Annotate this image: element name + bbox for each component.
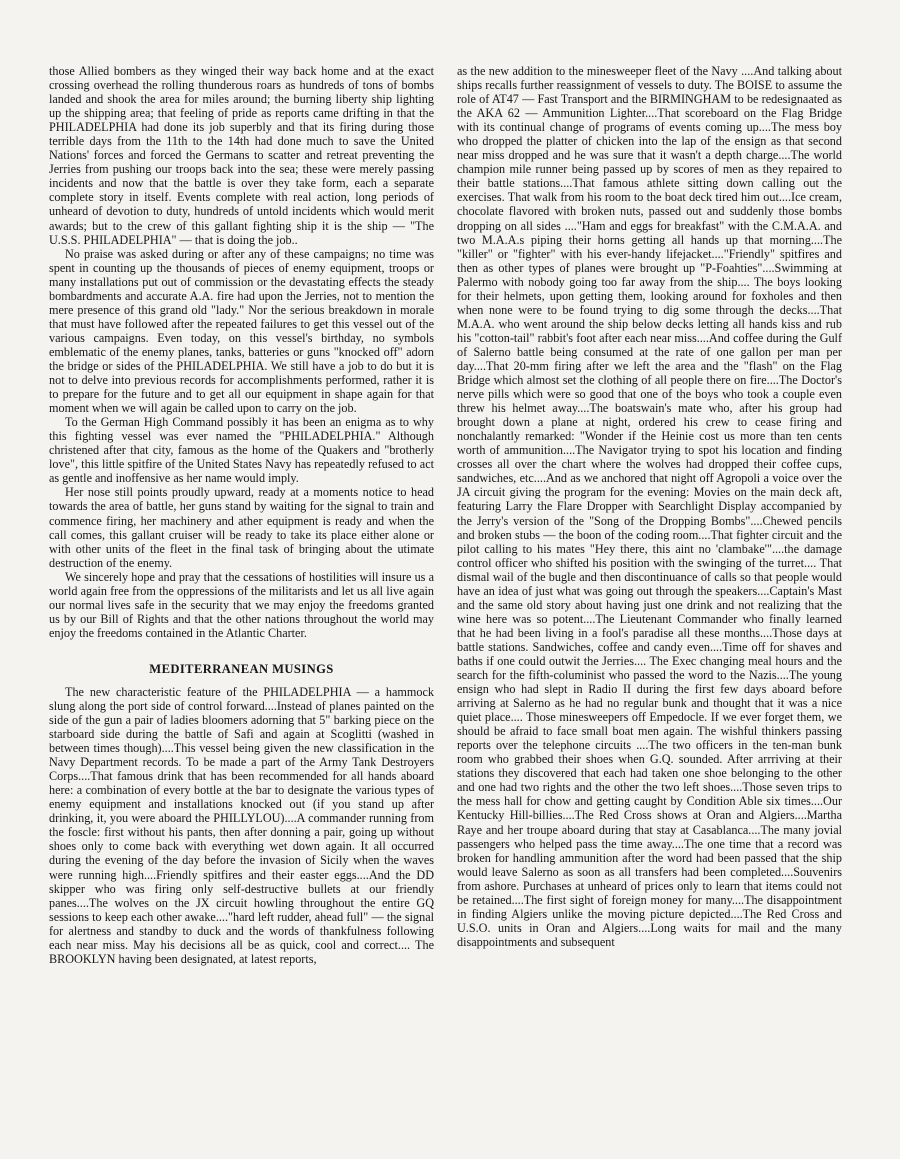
paragraph: We sincerely hope and pray that the cessations of hostilities will insure us a world again free from the oppressions of the militarists and let us all live again our normal lives safe in the security that we may enjoy the freedoms granted us by our Bill of Rights and that the other nations throughout the world may enjoy the freedoms contained in the Atlantic Charter. [49, 569, 434, 640]
paragraph: Her nose still points proudly upward, ready at a moments notice to head towards the area of battle, her guns stand by waiting for the signal to train and commence firing, her machinery and ather equipment is ready and when the call comes, this gallant cruiser will be ready to take its place either alone or with other units of the fleet in the final task of bringing about the utimate destruction of the enemy. [49, 485, 434, 570]
right-column [457, 64, 842, 1144]
paragraph: those Allied bombers as they winged their way back home and at the exact crossing overhead the rolling thunderous roars as hundreds of tons of bombs landed and shook the area for miles around; the burning liberty ship lighting up the shipping area; that feeling of pride as reports came drifting in that the PHILADELPHIA had done its job superbly and that its firing during those terrible days from the 11th to the 14th had done much to save the United Nations' forces and forced the Germans to scatter and retreat preventing the Jerries from pushing our troops back into the sea; these were merely passing incidents and now that the battle is over they take form, each a separate complete story in itself. Events complete with real action, long periods of unheard of devotion to duty, hundreds of untold incidents which would merit awards; but to the crew of this gallant fighting ship it is the ship — "The U.S.S. PHILADELPHIA" — that is doing the job.. [49, 64, 434, 247]
paragraph: The new characteristic feature of the PHILADELPHIA — a hammock slung along the port side of control forward....Instead of planes painted on the side of the gun a pair of ladies bloomers adorning that 5" barking piece on the starboard side during the battle of Safi and again at Scoglitti (washed in between times though)....This vessel being given the new classification in the Navy Department records. To be made a part of the Army Tank Destroyers Corps....That famous drink that has been recommended for all hands aboard here: a combination of every bottle at the bar to designate the various types of enemy equipment and installations knocked out (if you stand up after drinking, it, you were aboard the PHILLYLOU)....A commander running from the foscle: first without his pants, then after donning a pair, going up without shoes only to come back with everything wet down again. It all occurred during the evening of the day before the invasion of Sicily when the waves were running high....Friendly spitfires and their easter eggs....And the DD skipper who was firing only self-destructive bullets at our friendly panes....The wolves on the JX circuit howling throughout the entire GQ sessions to keep each other awake...."hard left rudder, ahead full" — the signal for alertness and standby to duck and the words of thankfulness following each near miss. May his decisions all be as quick, cool and correct.... The BROOKLYN having been designated, at latest reports, [49, 684, 434, 966]
paragraph: To the German High Command possibly it has been an enigma as to why this fighting vessel was ever named the "PHILADELPHIA." Although christened after that city, famous as the home of the Quakers and "brotherly love", this little spitfire of the United States Navy has repeatedly refused to act as gentle and inoffensive as her name would imply. [49, 415, 434, 486]
paragraph: as the new addition to the minesweeper fleet of the Navy ....And talking about ships recalls further reassignment of vessels to duty. The BOISE to assume the role of AT47 — Fast Transport and the BIRMINGHAM to be redesignaated as the AKA 62 — Ammunition Lighter....That scoreboard on the Flag Bridge with its continual change of programs of events coming up....The mess boy who dropped the platter of chicken into the lap of the ensign as that second near miss dropped and he was sure that it wasn't a depth charge....The world champion mile runner being passed up by scores of men as they repaired to their battle stations....That famous athlete sitting down calling out the exercises. That walk from his room to the boat deck tired him out....Ice cream, chocolate flavored with broken nuts, passed out and suddenly those bombs dropping on all sides ...."Ham and eggs for breakfast" with the C.M.A.A. and two M.A.A.s piping their horns getting all hands up that morning....The "killer" or "fighter" with his ever-handy lifejacket...."Friendly" spitfires and then as other types of planes were brought up "P-Foahties"....Swimming at Palermo with nobody going too far away from the ship.... The boys looking for their helmets, upon getting them, looking around for foxholes and then when none were to be found trying to dig some through the decks....That M.A.A. who went around the ship below decks letting all hands kiss and rub his "cotton-tail" rabbit's foot after each near miss....And coffee during the Gulf of Salerno battle being consumed at the rate of one gallon per man per day....That 20-mm firing after we left the area and the "flash" on the Flag Bridge which almost set the clothing of all people there on fire....The Doctor's nerve pills which were so good that one of the boys who took a couple even threw his helmet away....The boatswain's mate who, after his group had brought down a plane at night, ordered his crew to cease firing and nonchalantly remarked: "Wonder if the Heinie cost us more than ten cents worth of ammunition....The Navigator trying to spot his location and finding crosses all over the chart where the wolves had dropped their coffee cups, sandwiches, etc....And as we anchored that night off Agropoli a voice over the JA circuit giving the program for the evening: Movies on the main deck aft, featuring Larry the Flare Dropper with Searchlight Display accompanied by the Jerry's version of the "Song of the Dropping Bombs"....Chewed pencils and broken stubs — the boon of the coding room....That fighter circuit and the pilot calling to his mates "Hey there, this aint no 'clambake'"....the damage control officer who shifted his position with the swinging of the turret.... That dismal wail of the bugle and then discontinuance of calls so that people would have an idea of just what was going out through the speakers....Captain's Mast and the same old story about having just one drink and not realizing that the wine here was so potent....The Lieutenant Commander who finally learned that he had been living in a fool's paradise all these months....Those days at battle stations. Sandwiches, coffee and candy even....Time off for shaves and baths if one could outwit the Jerries.... The Exec changing meal hours and the search for the fifth-columinist who passed the word to the Nazis....The young ensign who had slept in Radio II during the first few days aboard before arriving at Salerno as he had no regular bunk and thought that it was a nice quiet place.... Those minesweepers off Empedocle. If we ever forget them, we should be afraid to face small boat men again. The wishful thinkers passing reports over the telephone circuits ....The two officers in the ten-man bunk room who grabbed their shoes when G.Q. sounded. After arrriving at their stations they discovered that each had taken one shoe belonging to the other and one had two rights and the other the two left shoes....Those seven trips to the mess hall for chow and getting caught by Condition Able six times....Our Kentucky Hill-billies....The Red Cross shows at Oran and Algiers....Martha Raye and her troupe aboard during that stay at Casablanca....The many jovial passengers who helped pass the time away....The one time that a record was broken for handling ammunition after the word had been passed that the ship would leave Salerno as soon as all transfers had been completed....Souvenirs from ashore. Purchases at unheard of prices only to learn that items could not be retained....The first sight of foreign money for many....The disappointment in finding Algiers unlike the moving picture depicted....The Red Cross and U.S.O. units in Oran and Algiers....Long waits for mail and the many disappointments and subsequent [457, 64, 842, 949]
paragraph: No praise was asked during or after any of these campaigns; no time was spent in counting up the thousands of pieces of enemy equipment, troops or many installations put out of commission or the devastating effects the steady bombardments and accurate A.A. fire had upon the Jerries, not to mention the mere presence of this grand old "lady." Nor the serious breakdown in morale that must have followed after the repeated failures to get this vessel out of the various campaigns. Even today, on this vessel's birthday, no symbols emblematic of the enemy planes, tanks, batteries or guns "knocked off" adorn the bridge or sides of the PHILADELPHIA. We still have a job to do but it is not to delve into previous records for accomplishments performed, rather it is to prepare for the future and to get all our equipment in shape again for that moment when we will again be called upon to carry on the job. [49, 246, 434, 416]
left-column [49, 64, 434, 1144]
section-heading: MEDITERRANEAN MUSINGS [149, 661, 334, 676]
